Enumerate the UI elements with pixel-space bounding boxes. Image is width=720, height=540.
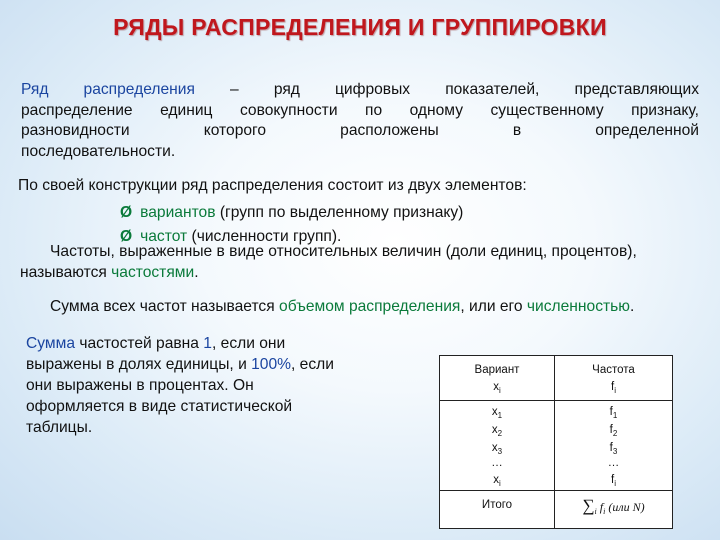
cell-value: x <box>493 474 499 486</box>
cell-value: x <box>491 424 498 436</box>
note-text-b: , если они выражены в долях единицы, и <box>26 335 286 373</box>
cell-value: … <box>607 457 620 469</box>
table-row <box>555 424 672 438</box>
definition-paragraph <box>21 80 699 162</box>
table-divider <box>440 400 672 401</box>
sum-end: . <box>629 298 635 315</box>
sigma-index: i <box>594 507 597 516</box>
cell-value: x <box>491 406 498 418</box>
cell-value: f <box>609 442 613 454</box>
table-row <box>555 406 672 420</box>
table-header-variant: Вариант <box>474 364 520 376</box>
cell-value: x <box>491 442 498 454</box>
sum-text: Сумма всех частот называется <box>50 298 280 315</box>
cell-index: 2 <box>612 429 618 438</box>
sym-index: i <box>614 386 616 395</box>
construction-text: По своей конструкции ряд распределения состоит из двух элементов: <box>18 177 527 194</box>
sum-text-2: , или его <box>460 298 527 315</box>
table-divider <box>440 490 672 491</box>
cell-value: f <box>611 474 615 486</box>
sym-index: i <box>498 386 501 395</box>
definition-line-4: последовательности. <box>21 142 176 160</box>
page-title: РЯДЫ РАСПРЕДЕЛЕНИЯ И ГРУППИРОВКИ <box>113 14 607 40</box>
total-f: f <box>599 500 604 514</box>
arrow-bullet-icon: Ø <box>120 204 133 221</box>
sym: x <box>493 381 499 393</box>
bullet-variants <box>120 204 463 222</box>
bullet-term: вариантов <box>140 204 216 221</box>
freq-end: . <box>194 264 199 281</box>
cell-value: f <box>609 424 613 436</box>
table-row <box>555 442 672 456</box>
cell-index: i <box>498 479 501 488</box>
table-row <box>440 474 554 488</box>
definition-text-1: – ряд цифровых показателей, представляющих <box>194 81 699 98</box>
cell-index: 1 <box>612 411 618 420</box>
table-header-variant-symbol <box>440 381 554 395</box>
note-text-a: частостей равна <box>75 335 204 352</box>
table-header-frequency-symbol <box>555 381 672 395</box>
cell-index: 3 <box>497 447 503 456</box>
cell-index: 2 <box>497 429 503 438</box>
note-percent: 100% <box>251 356 292 373</box>
table-row <box>555 474 672 488</box>
note-text-c: , если они выражены в процентах. Он оформляется в виде статистической таблицы. <box>26 356 334 436</box>
bullet-text: (численности групп). <box>187 228 342 245</box>
total-f-index: i <box>603 507 606 516</box>
sum-term-2: численностью <box>526 298 630 315</box>
definition-line-2: распределение единиц совокупности по одному существенному признаку, <box>21 101 699 119</box>
table-row <box>555 457 672 469</box>
relative-frequency-paragraph <box>20 241 698 283</box>
table-row <box>440 424 554 438</box>
cell-index: 3 <box>612 447 618 456</box>
note-term: Сумма <box>26 335 75 352</box>
distribution-table <box>439 355 673 529</box>
table-header-frequency: Частота <box>592 364 635 376</box>
table-total-formula <box>555 496 672 516</box>
table-row <box>440 457 554 469</box>
sigma-symbol: ∑ <box>582 496 595 515</box>
table-row <box>440 442 554 456</box>
table-total-label: Итого <box>481 499 513 511</box>
note-one: 1 <box>203 335 212 352</box>
cell-index: i <box>614 479 616 488</box>
definition-line-1 <box>21 80 699 101</box>
definition-term: Ряд распределения <box>21 81 195 98</box>
cell-value: … <box>491 457 503 469</box>
definition-line-3: разновидности которого расположены в определенной <box>21 122 699 140</box>
freq-text: Частоты, выраженные в виде относительных величин (доли единиц, процентов), называются <box>20 243 637 281</box>
freq-term: частостями <box>111 264 195 281</box>
bullet-text: (групп по выделенному признаку) <box>215 204 464 221</box>
cell-index: 1 <box>497 411 503 420</box>
table-row <box>440 406 554 420</box>
volume-paragraph <box>20 296 698 317</box>
arrow-bullet-icon: Ø <box>120 228 133 245</box>
sym: f <box>611 381 615 393</box>
sum-note-paragraph <box>26 333 342 438</box>
total-alt: (или N) <box>608 500 645 514</box>
cell-value: f <box>609 406 613 418</box>
sum-term: объемом распределения <box>279 298 461 315</box>
bullet-term: частот <box>140 228 188 245</box>
